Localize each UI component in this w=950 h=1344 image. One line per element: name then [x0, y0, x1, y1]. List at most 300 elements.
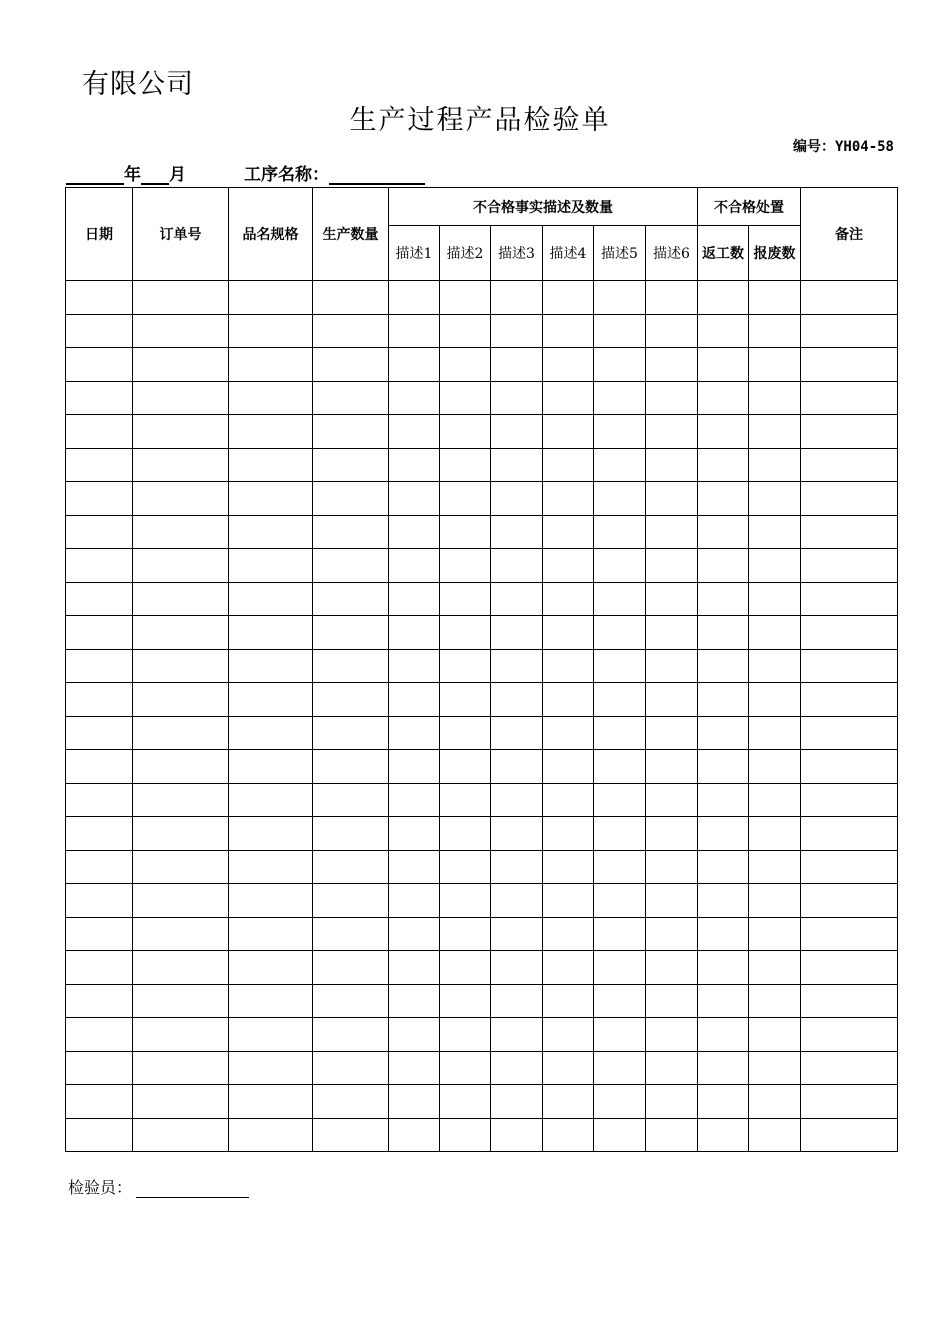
cell-desc1[interactable] [389, 884, 440, 918]
cell-scrap-qty[interactable] [749, 850, 801, 884]
cell-desc6[interactable] [646, 281, 698, 315]
cell-desc6[interactable] [646, 917, 698, 951]
cell-production-qty[interactable] [313, 549, 389, 583]
cell-date[interactable] [66, 348, 133, 382]
cell-product-spec[interactable] [229, 381, 313, 415]
cell-desc6[interactable] [646, 616, 698, 650]
cell-order-no[interactable] [133, 448, 229, 482]
cell-desc1[interactable] [389, 582, 440, 616]
cell-desc3[interactable] [491, 683, 543, 717]
cell-desc2[interactable] [440, 582, 491, 616]
cell-desc6[interactable] [646, 649, 698, 683]
cell-desc4[interactable] [543, 683, 594, 717]
cell-desc3[interactable] [491, 817, 543, 851]
cell-desc1[interactable] [389, 716, 440, 750]
cell-desc4[interactable] [543, 817, 594, 851]
cell-order-no[interactable] [133, 515, 229, 549]
cell-desc4[interactable] [543, 482, 594, 516]
cell-order-no[interactable] [133, 415, 229, 449]
cell-desc2[interactable] [440, 381, 491, 415]
cell-desc2[interactable] [440, 716, 491, 750]
cell-production-qty[interactable] [313, 1018, 389, 1052]
cell-desc6[interactable] [646, 1018, 698, 1052]
cell-desc5[interactable] [594, 281, 646, 315]
cell-desc5[interactable] [594, 314, 646, 348]
cell-rework-qty[interactable] [698, 616, 749, 650]
cell-desc6[interactable] [646, 1118, 698, 1152]
cell-desc5[interactable] [594, 348, 646, 382]
cell-order-no[interactable] [133, 1018, 229, 1052]
cell-desc2[interactable] [440, 1085, 491, 1119]
cell-desc5[interactable] [594, 381, 646, 415]
cell-desc4[interactable] [543, 750, 594, 784]
cell-product-spec[interactable] [229, 515, 313, 549]
cell-scrap-qty[interactable] [749, 314, 801, 348]
cell-product-spec[interactable] [229, 683, 313, 717]
cell-rework-qty[interactable] [698, 683, 749, 717]
cell-desc3[interactable] [491, 917, 543, 951]
cell-date[interactable] [66, 1051, 133, 1085]
cell-desc6[interactable] [646, 750, 698, 784]
cell-desc5[interactable] [594, 482, 646, 516]
cell-desc5[interactable] [594, 917, 646, 951]
cell-desc6[interactable] [646, 314, 698, 348]
cell-desc5[interactable] [594, 850, 646, 884]
cell-remarks[interactable] [801, 783, 898, 817]
cell-rework-qty[interactable] [698, 314, 749, 348]
cell-scrap-qty[interactable] [749, 582, 801, 616]
cell-order-no[interactable] [133, 917, 229, 951]
cell-order-no[interactable] [133, 616, 229, 650]
cell-desc2[interactable] [440, 1118, 491, 1152]
cell-date[interactable] [66, 649, 133, 683]
cell-order-no[interactable] [133, 1085, 229, 1119]
cell-remarks[interactable] [801, 281, 898, 315]
cell-desc6[interactable] [646, 381, 698, 415]
cell-product-spec[interactable] [229, 1018, 313, 1052]
cell-date[interactable] [66, 515, 133, 549]
cell-production-qty[interactable] [313, 348, 389, 382]
cell-date[interactable] [66, 314, 133, 348]
cell-production-qty[interactable] [313, 482, 389, 516]
cell-product-spec[interactable] [229, 951, 313, 985]
cell-rework-qty[interactable] [698, 482, 749, 516]
cell-desc6[interactable] [646, 783, 698, 817]
cell-product-spec[interactable] [229, 582, 313, 616]
cell-desc5[interactable] [594, 716, 646, 750]
cell-production-qty[interactable] [313, 1085, 389, 1119]
cell-desc3[interactable] [491, 850, 543, 884]
cell-rework-qty[interactable] [698, 448, 749, 482]
cell-desc1[interactable] [389, 1051, 440, 1085]
cell-date[interactable] [66, 415, 133, 449]
inspector-signature-blank[interactable] [136, 1181, 249, 1198]
cell-remarks[interactable] [801, 314, 898, 348]
cell-desc4[interactable] [543, 381, 594, 415]
cell-desc4[interactable] [543, 917, 594, 951]
cell-desc2[interactable] [440, 984, 491, 1018]
cell-desc2[interactable] [440, 783, 491, 817]
cell-desc4[interactable] [543, 582, 594, 616]
cell-rework-qty[interactable] [698, 348, 749, 382]
cell-rework-qty[interactable] [698, 817, 749, 851]
cell-production-qty[interactable] [313, 515, 389, 549]
cell-date[interactable] [66, 1118, 133, 1152]
cell-desc3[interactable] [491, 616, 543, 650]
cell-desc1[interactable] [389, 750, 440, 784]
cell-desc2[interactable] [440, 415, 491, 449]
cell-desc3[interactable] [491, 482, 543, 516]
cell-production-qty[interactable] [313, 381, 389, 415]
cell-remarks[interactable] [801, 817, 898, 851]
cell-production-qty[interactable] [313, 1051, 389, 1085]
cell-remarks[interactable] [801, 381, 898, 415]
cell-production-qty[interactable] [313, 281, 389, 315]
cell-rework-qty[interactable] [698, 281, 749, 315]
cell-product-spec[interactable] [229, 482, 313, 516]
cell-production-qty[interactable] [313, 783, 389, 817]
cell-desc5[interactable] [594, 415, 646, 449]
cell-remarks[interactable] [801, 448, 898, 482]
cell-production-qty[interactable] [313, 850, 389, 884]
cell-scrap-qty[interactable] [749, 415, 801, 449]
cell-scrap-qty[interactable] [749, 917, 801, 951]
cell-desc4[interactable] [543, 1118, 594, 1152]
cell-product-spec[interactable] [229, 783, 313, 817]
cell-desc1[interactable] [389, 348, 440, 382]
cell-desc1[interactable] [389, 951, 440, 985]
cell-product-spec[interactable] [229, 1118, 313, 1152]
cell-desc3[interactable] [491, 448, 543, 482]
cell-scrap-qty[interactable] [749, 817, 801, 851]
cell-production-qty[interactable] [313, 448, 389, 482]
cell-desc2[interactable] [440, 951, 491, 985]
cell-desc6[interactable] [646, 984, 698, 1018]
cell-date[interactable] [66, 549, 133, 583]
cell-scrap-qty[interactable] [749, 1018, 801, 1052]
cell-product-spec[interactable] [229, 884, 313, 918]
cell-production-qty[interactable] [313, 582, 389, 616]
cell-remarks[interactable] [801, 683, 898, 717]
cell-date[interactable] [66, 582, 133, 616]
cell-desc6[interactable] [646, 951, 698, 985]
cell-production-qty[interactable] [313, 1118, 389, 1152]
cell-desc3[interactable] [491, 884, 543, 918]
cell-rework-qty[interactable] [698, 515, 749, 549]
cell-desc2[interactable] [440, 448, 491, 482]
cell-order-no[interactable] [133, 649, 229, 683]
cell-order-no[interactable] [133, 582, 229, 616]
cell-desc1[interactable] [389, 314, 440, 348]
cell-desc6[interactable] [646, 1085, 698, 1119]
cell-rework-qty[interactable] [698, 850, 749, 884]
cell-desc3[interactable] [491, 348, 543, 382]
cell-desc1[interactable] [389, 381, 440, 415]
cell-remarks[interactable] [801, 549, 898, 583]
cell-desc4[interactable] [543, 984, 594, 1018]
cell-desc5[interactable] [594, 515, 646, 549]
cell-production-qty[interactable] [313, 750, 389, 784]
cell-desc1[interactable] [389, 783, 440, 817]
cell-desc1[interactable] [389, 917, 440, 951]
cell-product-spec[interactable] [229, 817, 313, 851]
cell-rework-qty[interactable] [698, 1051, 749, 1085]
cell-production-qty[interactable] [313, 917, 389, 951]
cell-remarks[interactable] [801, 884, 898, 918]
cell-desc4[interactable] [543, 783, 594, 817]
cell-remarks[interactable] [801, 515, 898, 549]
cell-desc6[interactable] [646, 415, 698, 449]
cell-scrap-qty[interactable] [749, 515, 801, 549]
cell-remarks[interactable] [801, 1118, 898, 1152]
cell-date[interactable] [66, 884, 133, 918]
cell-remarks[interactable] [801, 716, 898, 750]
cell-order-no[interactable] [133, 716, 229, 750]
cell-date[interactable] [66, 281, 133, 315]
cell-rework-qty[interactable] [698, 381, 749, 415]
cell-order-no[interactable] [133, 951, 229, 985]
cell-rework-qty[interactable] [698, 1118, 749, 1152]
cell-desc6[interactable] [646, 683, 698, 717]
cell-remarks[interactable] [801, 917, 898, 951]
cell-remarks[interactable] [801, 616, 898, 650]
cell-rework-qty[interactable] [698, 649, 749, 683]
cell-production-qty[interactable] [313, 649, 389, 683]
cell-scrap-qty[interactable] [749, 549, 801, 583]
cell-desc1[interactable] [389, 649, 440, 683]
cell-rework-qty[interactable] [698, 1018, 749, 1052]
cell-desc2[interactable] [440, 482, 491, 516]
cell-date[interactable] [66, 850, 133, 884]
cell-product-spec[interactable] [229, 716, 313, 750]
cell-date[interactable] [66, 716, 133, 750]
cell-scrap-qty[interactable] [749, 649, 801, 683]
cell-desc4[interactable] [543, 314, 594, 348]
cell-production-qty[interactable] [313, 415, 389, 449]
cell-product-spec[interactable] [229, 750, 313, 784]
cell-order-no[interactable] [133, 381, 229, 415]
cell-desc1[interactable] [389, 415, 440, 449]
cell-desc1[interactable] [389, 817, 440, 851]
month-blank[interactable] [141, 163, 169, 185]
cell-date[interactable] [66, 1085, 133, 1119]
cell-remarks[interactable] [801, 482, 898, 516]
cell-desc3[interactable] [491, 515, 543, 549]
cell-desc4[interactable] [543, 281, 594, 315]
cell-desc4[interactable] [543, 1051, 594, 1085]
cell-rework-qty[interactable] [698, 917, 749, 951]
cell-desc6[interactable] [646, 582, 698, 616]
cell-desc1[interactable] [389, 515, 440, 549]
cell-desc5[interactable] [594, 1085, 646, 1119]
cell-desc4[interactable] [543, 951, 594, 985]
cell-desc1[interactable] [389, 1118, 440, 1152]
cell-product-spec[interactable] [229, 984, 313, 1018]
cell-desc1[interactable] [389, 1018, 440, 1052]
cell-desc1[interactable] [389, 281, 440, 315]
year-blank[interactable] [66, 163, 124, 185]
cell-desc6[interactable] [646, 515, 698, 549]
cell-desc5[interactable] [594, 1118, 646, 1152]
cell-date[interactable] [66, 381, 133, 415]
cell-desc3[interactable] [491, 381, 543, 415]
cell-desc6[interactable] [646, 884, 698, 918]
cell-order-no[interactable] [133, 482, 229, 516]
cell-product-spec[interactable] [229, 1051, 313, 1085]
cell-production-qty[interactable] [313, 984, 389, 1018]
cell-order-no[interactable] [133, 683, 229, 717]
cell-product-spec[interactable] [229, 415, 313, 449]
cell-desc2[interactable] [440, 1051, 491, 1085]
cell-remarks[interactable] [801, 750, 898, 784]
cell-desc5[interactable] [594, 817, 646, 851]
cell-scrap-qty[interactable] [749, 783, 801, 817]
cell-rework-qty[interactable] [698, 884, 749, 918]
cell-desc1[interactable] [389, 549, 440, 583]
cell-desc5[interactable] [594, 750, 646, 784]
cell-desc2[interactable] [440, 348, 491, 382]
cell-desc3[interactable] [491, 582, 543, 616]
cell-desc2[interactable] [440, 817, 491, 851]
cell-desc6[interactable] [646, 716, 698, 750]
cell-desc5[interactable] [594, 884, 646, 918]
cell-order-no[interactable] [133, 1051, 229, 1085]
cell-desc6[interactable] [646, 549, 698, 583]
cell-remarks[interactable] [801, 348, 898, 382]
cell-desc4[interactable] [543, 348, 594, 382]
cell-desc5[interactable] [594, 649, 646, 683]
cell-desc4[interactable] [543, 616, 594, 650]
cell-remarks[interactable] [801, 649, 898, 683]
cell-production-qty[interactable] [313, 683, 389, 717]
cell-desc3[interactable] [491, 1051, 543, 1085]
cell-rework-qty[interactable] [698, 549, 749, 583]
cell-order-no[interactable] [133, 549, 229, 583]
cell-desc5[interactable] [594, 984, 646, 1018]
cell-desc3[interactable] [491, 1085, 543, 1119]
cell-order-no[interactable] [133, 314, 229, 348]
cell-date[interactable] [66, 951, 133, 985]
cell-date[interactable] [66, 448, 133, 482]
cell-desc3[interactable] [491, 750, 543, 784]
cell-order-no[interactable] [133, 348, 229, 382]
cell-remarks[interactable] [801, 951, 898, 985]
cell-production-qty[interactable] [313, 616, 389, 650]
cell-desc2[interactable] [440, 884, 491, 918]
cell-desc2[interactable] [440, 314, 491, 348]
cell-desc2[interactable] [440, 1018, 491, 1052]
cell-desc2[interactable] [440, 649, 491, 683]
cell-remarks[interactable] [801, 415, 898, 449]
cell-desc3[interactable] [491, 281, 543, 315]
cell-desc2[interactable] [440, 750, 491, 784]
cell-scrap-qty[interactable] [749, 1085, 801, 1119]
cell-remarks[interactable] [801, 1051, 898, 1085]
cell-remarks[interactable] [801, 582, 898, 616]
cell-scrap-qty[interactable] [749, 281, 801, 315]
cell-desc4[interactable] [543, 1085, 594, 1119]
cell-product-spec[interactable] [229, 348, 313, 382]
cell-product-spec[interactable] [229, 917, 313, 951]
cell-desc5[interactable] [594, 951, 646, 985]
cell-desc2[interactable] [440, 616, 491, 650]
cell-order-no[interactable] [133, 281, 229, 315]
cell-desc5[interactable] [594, 616, 646, 650]
cell-product-spec[interactable] [229, 649, 313, 683]
cell-desc4[interactable] [543, 850, 594, 884]
cell-rework-qty[interactable] [698, 1085, 749, 1119]
cell-desc1[interactable] [389, 616, 440, 650]
cell-product-spec[interactable] [229, 1085, 313, 1119]
cell-date[interactable] [66, 482, 133, 516]
cell-desc2[interactable] [440, 850, 491, 884]
cell-date[interactable] [66, 683, 133, 717]
cell-production-qty[interactable] [313, 951, 389, 985]
cell-desc6[interactable] [646, 348, 698, 382]
cell-desc4[interactable] [543, 649, 594, 683]
cell-scrap-qty[interactable] [749, 951, 801, 985]
cell-desc2[interactable] [440, 549, 491, 583]
cell-desc6[interactable] [646, 448, 698, 482]
cell-desc2[interactable] [440, 281, 491, 315]
cell-desc4[interactable] [543, 415, 594, 449]
cell-desc4[interactable] [543, 1018, 594, 1052]
cell-desc5[interactable] [594, 448, 646, 482]
cell-desc3[interactable] [491, 1118, 543, 1152]
cell-order-no[interactable] [133, 1118, 229, 1152]
process-name-blank[interactable] [329, 163, 425, 185]
cell-scrap-qty[interactable] [749, 683, 801, 717]
cell-desc2[interactable] [440, 917, 491, 951]
cell-rework-qty[interactable] [698, 716, 749, 750]
cell-date[interactable] [66, 984, 133, 1018]
cell-desc4[interactable] [543, 884, 594, 918]
cell-order-no[interactable] [133, 817, 229, 851]
cell-order-no[interactable] [133, 850, 229, 884]
cell-desc4[interactable] [543, 716, 594, 750]
cell-desc4[interactable] [543, 448, 594, 482]
cell-desc4[interactable] [543, 515, 594, 549]
cell-desc5[interactable] [594, 549, 646, 583]
cell-desc2[interactable] [440, 683, 491, 717]
cell-desc3[interactable] [491, 951, 543, 985]
cell-scrap-qty[interactable] [749, 1051, 801, 1085]
cell-scrap-qty[interactable] [749, 482, 801, 516]
cell-desc3[interactable] [491, 415, 543, 449]
cell-rework-qty[interactable] [698, 415, 749, 449]
cell-product-spec[interactable] [229, 549, 313, 583]
cell-desc3[interactable] [491, 314, 543, 348]
cell-desc1[interactable] [389, 984, 440, 1018]
cell-production-qty[interactable] [313, 884, 389, 918]
cell-desc1[interactable] [389, 482, 440, 516]
cell-product-spec[interactable] [229, 850, 313, 884]
cell-desc6[interactable] [646, 850, 698, 884]
cell-scrap-qty[interactable] [749, 381, 801, 415]
cell-remarks[interactable] [801, 1018, 898, 1052]
cell-date[interactable] [66, 817, 133, 851]
cell-desc6[interactable] [646, 817, 698, 851]
cell-desc3[interactable] [491, 783, 543, 817]
cell-scrap-qty[interactable] [749, 448, 801, 482]
cell-product-spec[interactable] [229, 314, 313, 348]
cell-remarks[interactable] [801, 1085, 898, 1119]
cell-desc4[interactable] [543, 549, 594, 583]
cell-date[interactable] [66, 1018, 133, 1052]
cell-scrap-qty[interactable] [749, 750, 801, 784]
cell-product-spec[interactable] [229, 616, 313, 650]
cell-production-qty[interactable] [313, 817, 389, 851]
